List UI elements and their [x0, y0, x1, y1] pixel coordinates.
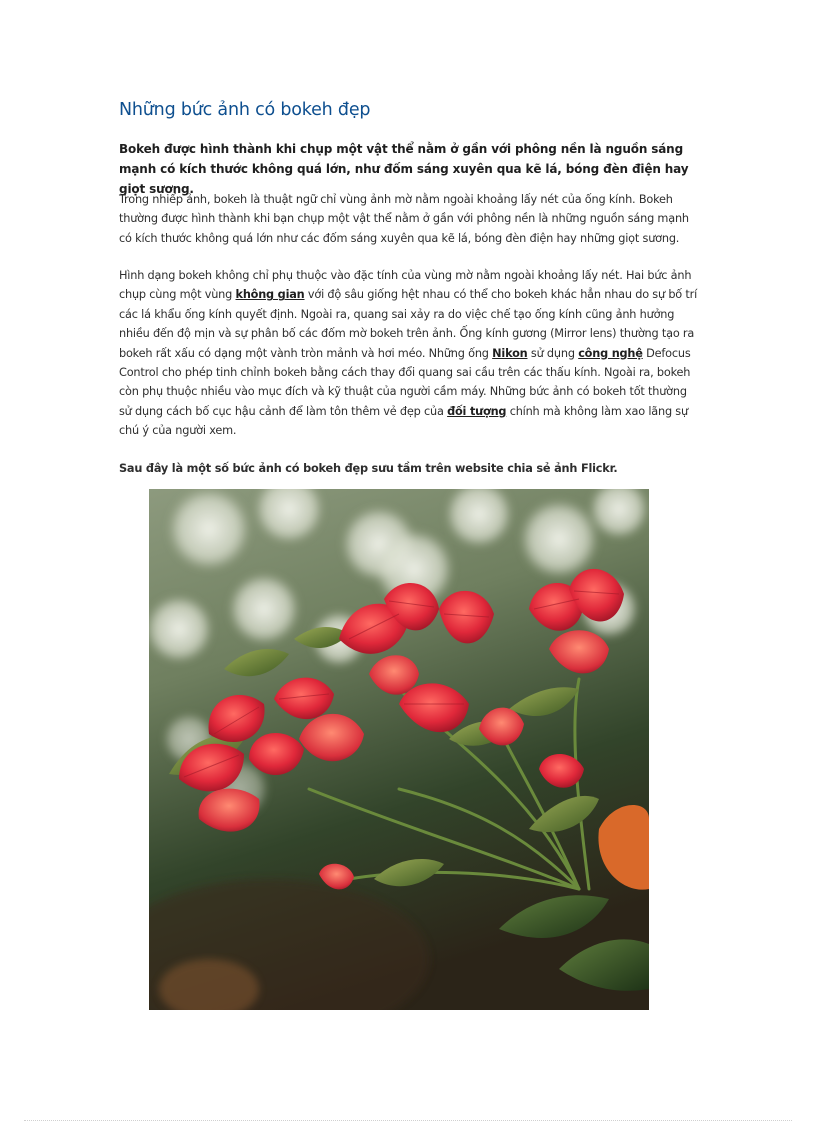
article-lead: Bokeh được hình thành khi chụp một vật thể nằm ở gần với phông nền là nguồn sáng mạnh có kích thước không quá lớn, như đốm sáng xuyên qua kẽ lá, bóng đèn điện hay giọt sương. — [119, 142, 689, 196]
paragraph-text: với độ sâu giống hệt nhau có thể cho bokeh khác hẳn nhau do sự bố trí các lá khẩu ống kính quyết định. Ngoài ra, quang sai xảy ra do việc chế tạo ống kính cũng ảnh hưởng nhiều đến độ mịn và sự phân bố các đốm mờ bokeh trên ảnh. Ống kính gương (Mirror lens) thường tạo ra bokeh rất xấu có dạng một vành tròn mảnh và hơi méo. Những ống — [119, 288, 698, 360]
link-khong-gian[interactable]: không gian — [235, 288, 305, 302]
link-nikon[interactable]: Nikon — [492, 346, 528, 360]
paragraph-bokeh-shape — [119, 266, 699, 441]
paragraph-text: Defocus Control cho phép tinh chỉnh bokeh bằng cách thay đổi quang sai cầu trên các thấu kính. Ngoài ra, bokeh còn phụ thuộc nhiều vào mục đích và kỹ thuật của người cầm máy. Những bức ảnh có bokeh tốt thường sử dụng cách bố cục hậu cảnh để làm tôn thêm vẻ đẹp của — [119, 346, 691, 418]
article-title: Những bức ảnh có bokeh đẹp — [119, 100, 371, 120]
link-cong-nghe[interactable]: công nghệ — [578, 346, 643, 360]
bokeh-flower-photo — [149, 489, 649, 1010]
paragraph-text: sử dụng — [527, 346, 579, 360]
paragraph-text: chính mà không làm xao lãng sự chú ý của người xem. — [119, 404, 688, 438]
page-bottom-divider — [24, 1120, 792, 1121]
paragraph-intro: Trong nhiếp ảnh, bokeh là thuật ngữ chỉ vùng ảnh mờ nằm ngoài khoảng lấy nét của ống kính. Bokeh thường được hình thành khi bạn chụp một vật thể nằm ở gần với phông nền là những nguồn sáng mạnh có kích thước không quá lớn như các đốm sáng xuyên qua kẽ lá, bóng đèn điện hay những giọt sương. — [119, 193, 689, 245]
paragraph-flickr-intro: Sau đây là một số bức ảnh có bokeh đẹp sưu tầm trên website chia sẻ ảnh Flickr. — [119, 462, 618, 475]
link-doi-tuong[interactable]: đối tượng — [447, 404, 507, 418]
paragraph-text: Hình dạng bokeh không chỉ phụ thuộc vào đặc tính của vùng mờ nằm ngoài khoảng lấy nét. Hai bức ảnh chụp cùng một vùng — [119, 269, 692, 302]
